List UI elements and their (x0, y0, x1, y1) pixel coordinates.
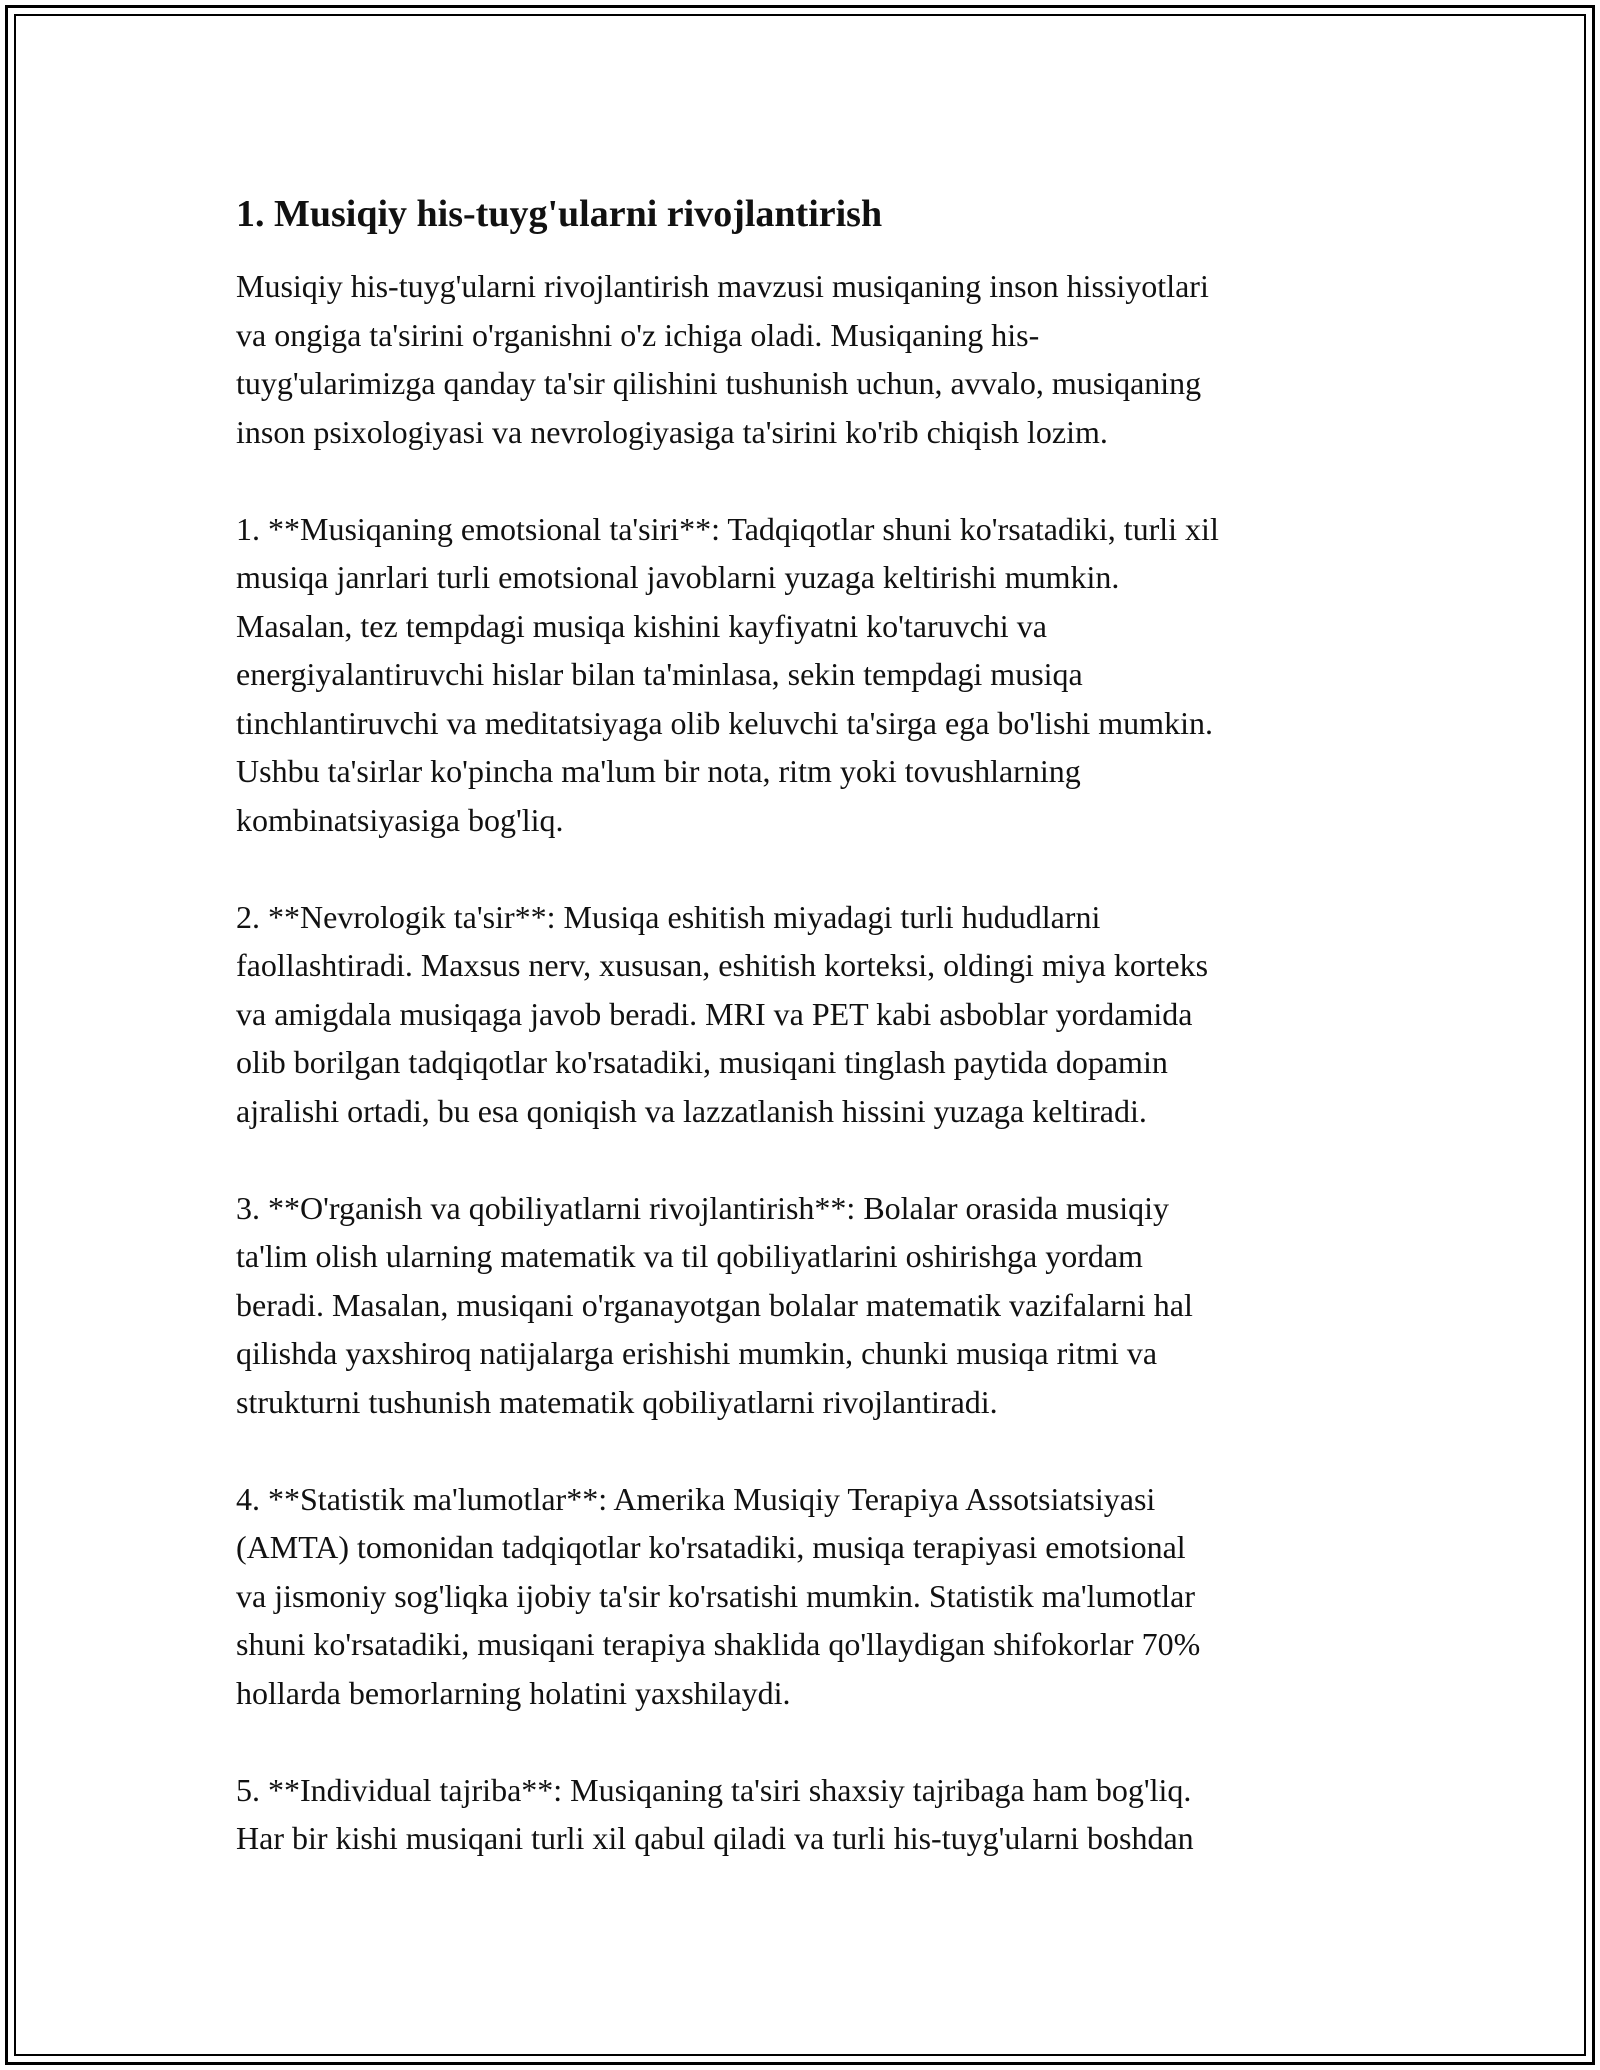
text-line: 3. **O'rganish va qobiliyatlarni rivojlantirish**: Bolalar orasida musiqiy (236, 1189, 1170, 1226)
text-line: kombinatsiyasiga bog'liq. (236, 801, 564, 838)
text-line: faollashtiradi. Maxsus nerv, xususan, eshitish korteksi, oldingi miya korteks (236, 947, 1209, 983)
text-line: inson psixologiyasi va nevrologiyasiga ta'sirini ko'rib chiqish lozim. (236, 413, 1108, 450)
text-line: Har bir kishi musiqani turli xil qabul qiladi va turli his-tuyg'ularni boshdan (236, 1820, 1194, 1856)
point-2-paragraph (236, 893, 1386, 1136)
text-line: musiqa janrlari turli emotsional javoblarni yuzaga keltirishi mumkin. (236, 559, 1120, 595)
text-line: tuyg'ularimizga qanday ta'sir qilishini tushunish uchun, avvalo, musiqaning (236, 365, 1202, 401)
text-line: 1. **Musiqaning emotsional ta'siri**: Tadqiqotlar shuni ko'rsatadiki, turli xil (236, 510, 1219, 547)
text-line: energiyalantiruvchi hislar bilan ta'minlasa, sekin tempdagi musiqa (236, 656, 1083, 692)
text-line: ajralishi ortadi, bu esa qoniqish va lazzatlanish hissini yuzaga keltiradi. (236, 1092, 1147, 1129)
document-body (236, 190, 1386, 1911)
text-line: Musiqiy his-tuyg'ularni rivojlantirish mavzusi musiqaning inson hissiyotlari (236, 268, 1209, 304)
intro-paragraph (236, 262, 1386, 456)
text-line: hollarda bemorlarning holatini yaxshilaydi. (236, 1674, 791, 1711)
text-line: Masalan, tez tempdagi musiqa kishini kayfiyatni ko'taruvchi va (236, 607, 1047, 644)
text-line: 2. **Nevrologik ta'sir**: Musiqa eshitish miyadagi turli hududlarni (236, 898, 1101, 935)
point-1-paragraph (236, 505, 1386, 845)
text-line: strukturni tushunish matematik qobiliyatlarni rivojlantiradi. (236, 1383, 998, 1420)
section-heading: 1. Musiqiy his-tuyg'ularni rivojlantirish (236, 193, 883, 235)
text-line: olib borilgan tadqiqotlar ko'rsatadiki, musiqani tinglash paytida dopamin (236, 1044, 1168, 1080)
text-line: va amigdala musiqaga javob beradi. MRI va PET kabi asboblar yordamida (236, 995, 1193, 1032)
text-line: qilishda yaxshiroq natijalarga erishishi mumkin, chunki musiqa ritmi va (236, 1335, 1158, 1371)
text-line: 4. **Statistik ma'lumotlar**: Amerika Musiqiy Terapiya Assotsiatsiyasi (236, 1480, 1156, 1517)
text-line: 5. **Individual tajriba**: Musiqaning ta'siri shaxsiy tajribaga ham bog'liq. (236, 1771, 1192, 1808)
text-line: (AMTA) tomonidan tadqiqotlar ko'rsatadiki, musiqa terapiyasi emotsional (236, 1529, 1186, 1565)
point-5-paragraph (236, 1766, 1386, 1863)
text-line: tinchlantiruvchi va meditatsiyaga olib keluvchi ta'sirga ega bo'lishi mumkin. (236, 704, 1213, 741)
text-line: va jismoniy sog'liqka ijobiy ta'sir ko'rsatishi mumkin. Statistik ma'lumotlar (236, 1577, 1196, 1614)
text-line: va ongiga ta'sirini o'rganishni o'z ichiga oladi. Musiqaning his- (236, 316, 1040, 353)
point-3-paragraph (236, 1184, 1386, 1427)
text-line: shuni ko'rsatadiki, musiqani terapiya shaklida qo'llaydigan shifokorlar 70% (236, 1626, 1201, 1662)
text-line: beradi. Masalan, musiqani o'rganayotgan bolalar matematik vazifalarni hal (236, 1286, 1193, 1323)
text-line: Ushbu ta'sirlar ko'pincha ma'lum bir nota, ritm yoki tovushlarning (236, 753, 1081, 789)
text-line: ta'lim olish ularning matematik va til qobiliyatlarini oshirishga yordam (236, 1238, 1143, 1274)
point-4-paragraph (236, 1475, 1386, 1718)
